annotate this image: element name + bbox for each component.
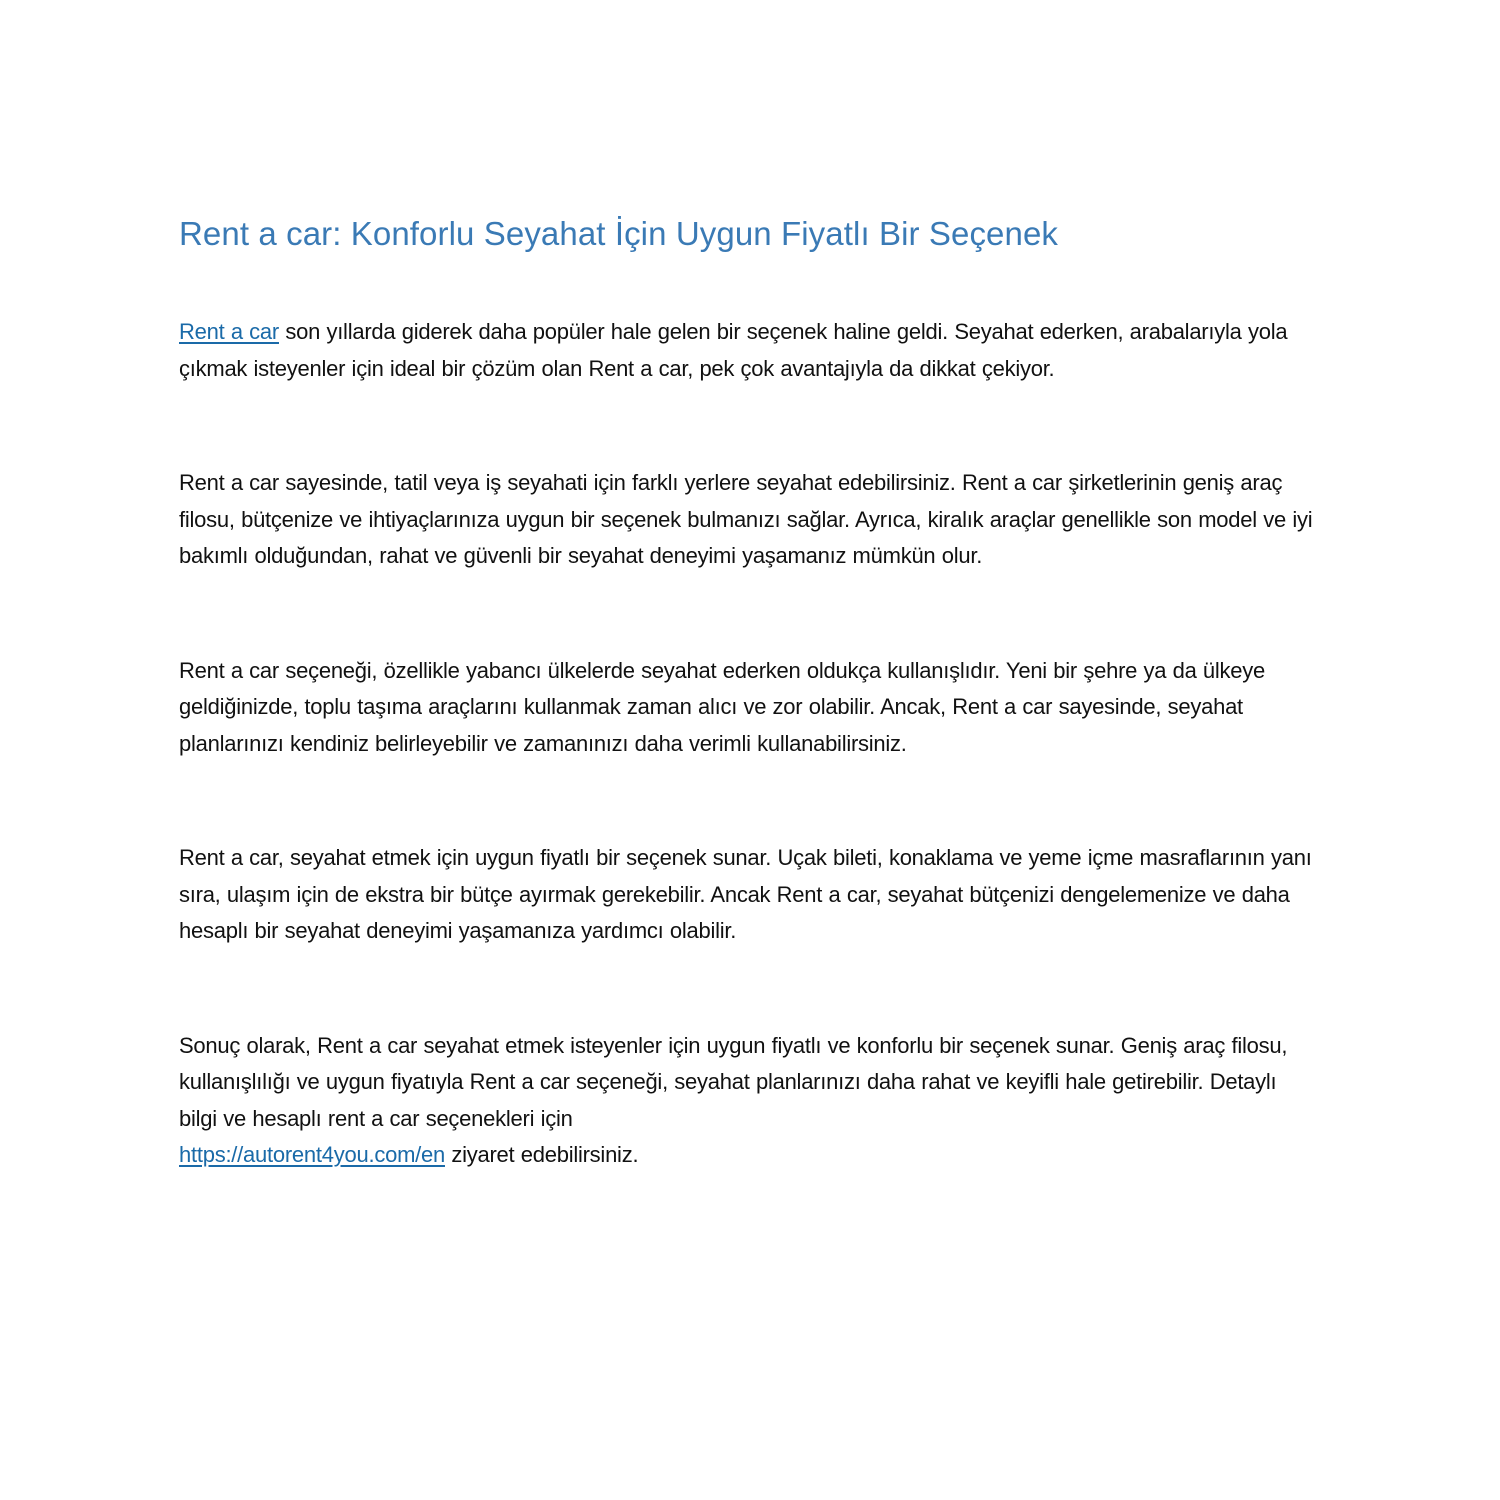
paragraph-4: Rent a car, seyahat etmek için uygun fiyatlı bir seçenek sunar. Uçak bileti, konaklama ve yeme içme masraflarının yanı sıra, ulaşım için de ekstra bir bütçe ayırmak gerekebilir. Ancak Rent a car, seyahat bütçenizi dengelemenize ve daha hesaplı bir seyahat deneyimi yaşamanıza yardımcı olabilir.	[179, 845, 1312, 943]
document-title: Rent a car: Konforlu Seyahat İçin Uygun Fiyatlı Bir Seçenek	[179, 215, 1058, 252]
paragraph-1	[179, 314, 1315, 387]
paragraph-5	[179, 1028, 1315, 1174]
paragraph-5-suffix: ziyaret edebilirsiniz.	[444, 1142, 639, 1167]
paragraph-5-text: Sonuç olarak, Rent a car seyahat etmek isteyenler için uygun fiyatlı ve konforlu bir seçenek sunar. Geniş araç filosu, kullanışlılığı ve uygun fiyatıyla Rent a car seçeneği, seyahat planlarınızı daha rahat ve keyifli hale getirebilir. Detaylı bilgi ve hesaplı rent a car seçenekleri için	[179, 1032, 1288, 1131]
document-body	[179, 208, 1315, 1174]
paragraph-2: Rent a car sayesinde, tatil veya iş seyahati için farklı yerlere seyahat edebilirsiniz. Rent a car şirketlerinin geniş araç filosu, bütçenize ve ihtiyaçlarınıza uygun bir seçenek bulmanızı sağlar. Ayrıca, kiralık araçlar genellikle son model ve iyi bakımlı olduğundan, rahat ve güvenli bir seyahat deneyimi yaşamanız mümkün olur.	[179, 470, 1313, 568]
autorent-url-link[interactable]: https://autorent4you.com/en	[179, 1142, 445, 1167]
rent-a-car-link[interactable]: Rent a car	[179, 319, 279, 344]
paragraph-3: Rent a car seçeneği, özellikle yabancı ülkelerde seyahat ederken oldukça kullanışlıdır. Yeni bir şehre ya da ülkeye geldiğinizde, toplu taşıma araçlarını kullanmak zaman alıcı ve zor olabilir. Ancak, Rent a car sayesinde, seyahat planlarınızı kendiniz belirleyebilir ve zamanınızı daha verimli kullanabilirsiniz.	[179, 657, 1266, 756]
paragraph-1-text: son yıllarda giderek daha popüler hale gelen bir seçenek haline geldi. Seyahat ederken, arabalarıyla yola çıkmak isteyenler için ideal bir çözüm olan Rent a car, pek çok avantajıyla da dikkat çekiyor.	[179, 319, 1288, 381]
